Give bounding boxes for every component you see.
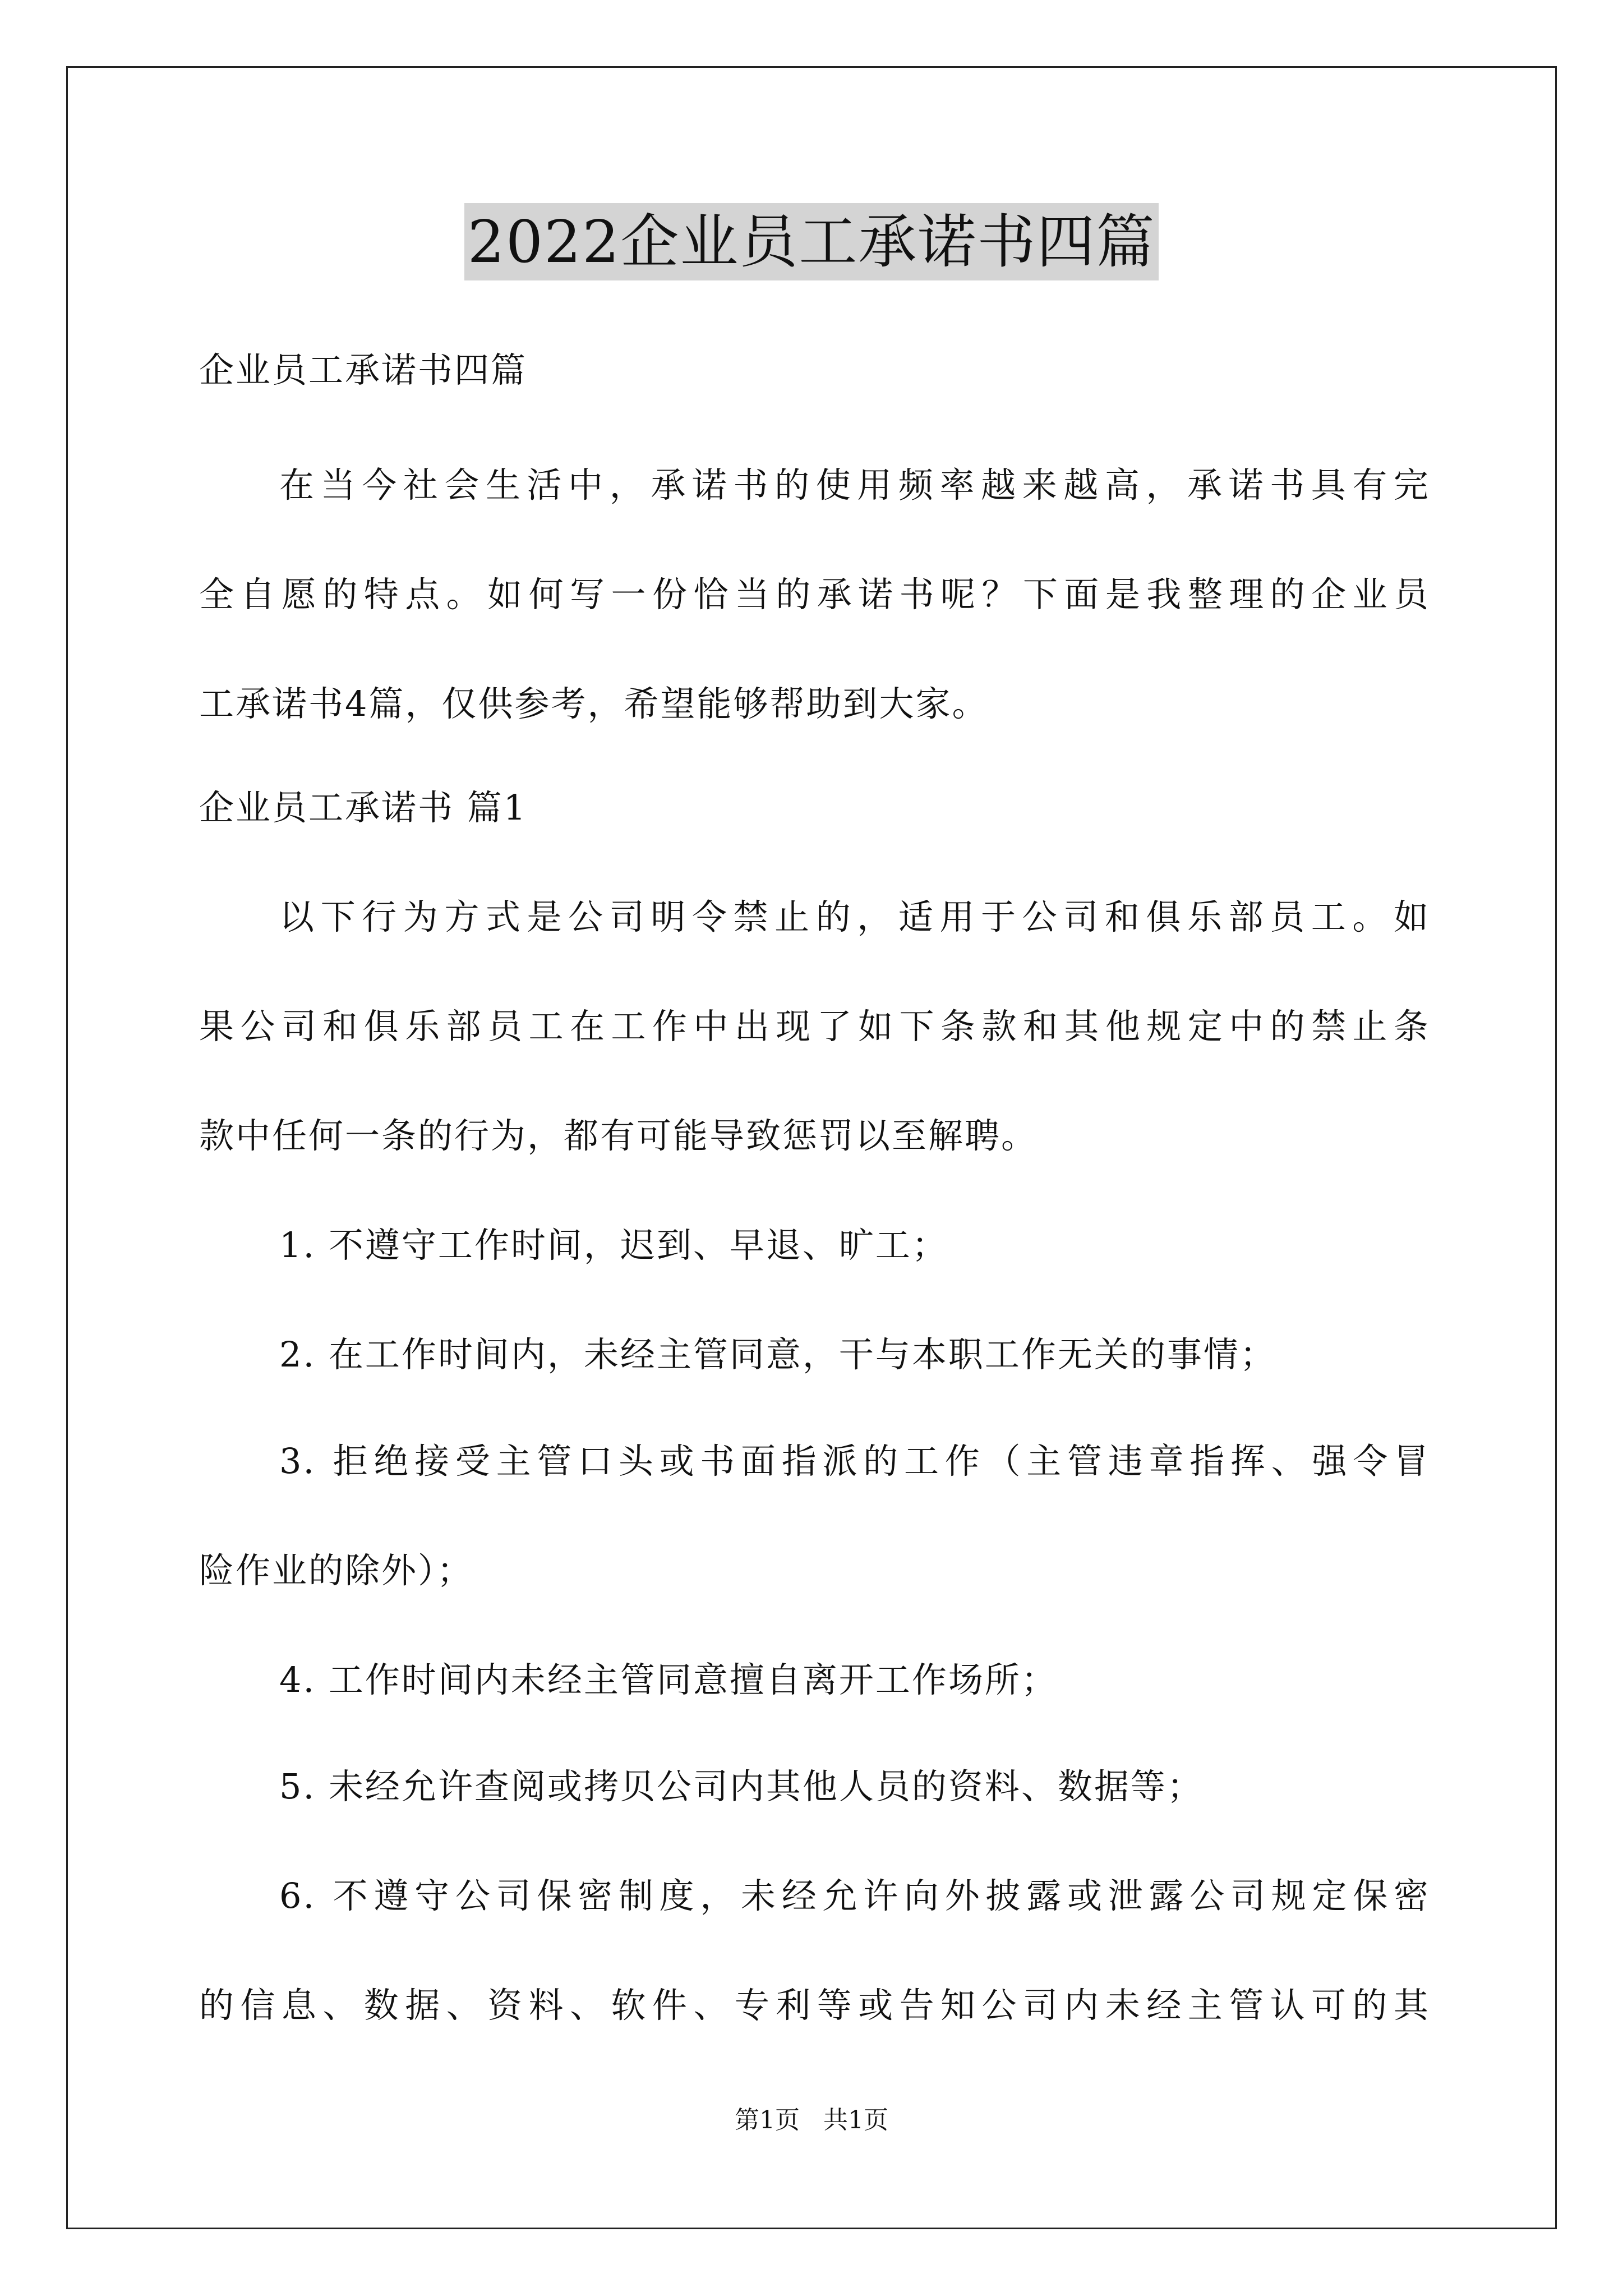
paragraph-line: 全自愿的特点。如何写一份恰当的承诺书呢？下面是我整理的企业员: [199, 574, 1430, 615]
subtitle-line: 企业员工承诺书四篇: [199, 349, 528, 390]
list-item: 1. 不遵守工作时间，迟到、早退、旷工；: [279, 1225, 948, 1266]
paragraph-line: 工承诺书4篇，仅供参考，希望能够帮助到大家。: [199, 683, 989, 724]
section-heading: 企业员工承诺书 篇1: [199, 787, 528, 828]
list-item: 2. 在工作时间内，未经主管同意，干与本职工作无关的事情；: [279, 1334, 1276, 1375]
paragraph-line: 果公司和俱乐部员工在工作中出现了如下条款和其他规定中的禁止条: [199, 1006, 1430, 1047]
page-number: 第1页: [735, 2106, 800, 2134]
page-total: 共1页: [823, 2106, 888, 2134]
list-item-continuation: 的信息、数据、资料、软件、专利等或告知公司内未经主管认可的其: [199, 1985, 1430, 2026]
list-item: 5. 未经允许查阅或拷贝公司内其他人员的资料、数据等；: [279, 1766, 1204, 1807]
list-item: 4. 工作时间内未经主管同意擅自离开工作场所；: [279, 1659, 1058, 1700]
paragraph-line: 款中任何一条的行为，都有可能导致惩罚以至解聘。: [199, 1115, 1038, 1156]
list-item: 3. 拒绝接受主管口头或书面指派的工作（主管违章指挥、强令冒: [279, 1441, 1430, 1481]
title-wrapper: [0, 203, 1623, 280]
paragraph-line: 在当今社会生活中，承诺书的使用频率越来越高，承诺书具有完: [279, 464, 1430, 505]
page-footer: [0, 2105, 1623, 2136]
list-item-continuation: 险作业的除外）；: [199, 1550, 474, 1591]
document-title[interactable]: 2022企业员工承诺书四篇: [464, 203, 1159, 280]
list-item: 6. 不遵守公司保密制度，未经允许向外披露或泄露公司规定保密: [279, 1875, 1430, 1916]
paragraph-line: 以下行为方式是公司明令禁止的，适用于公司和俱乐部员工。如: [279, 896, 1430, 937]
